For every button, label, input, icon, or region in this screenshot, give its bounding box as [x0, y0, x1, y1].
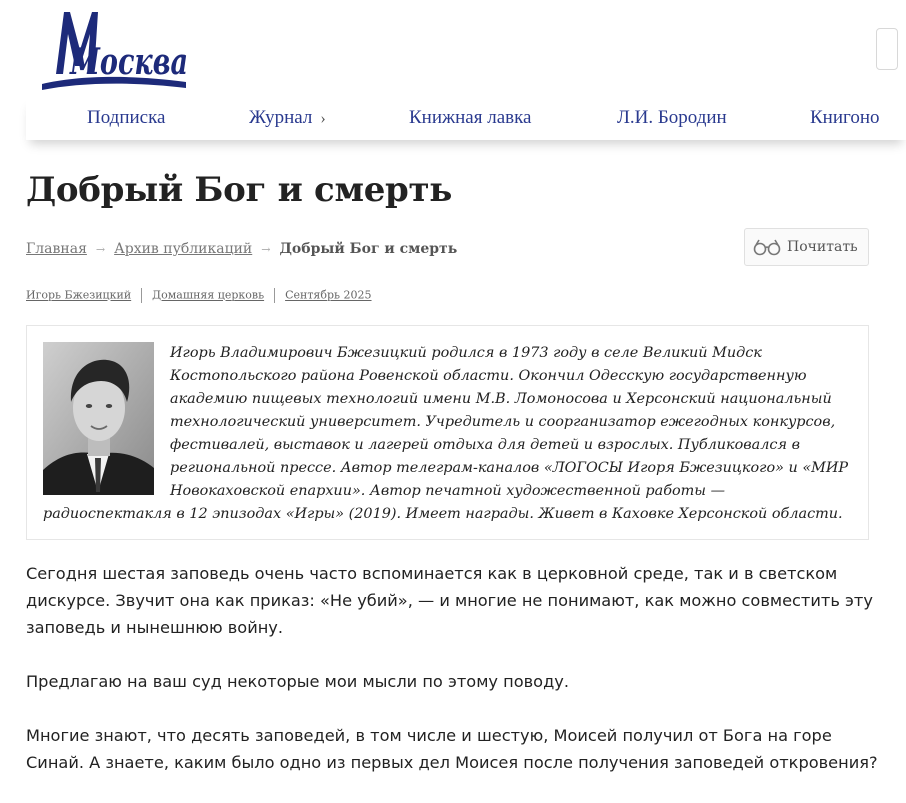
author-bio-paragraph: [43, 342, 853, 526]
read-button[interactable]: [744, 228, 869, 266]
arrow-right-icon: →: [261, 243, 271, 256]
nav-item-journal[interactable]: [249, 107, 326, 129]
main-nav: [26, 96, 906, 140]
author-link[interactable]: Игорь Бжезицкий: [26, 288, 132, 302]
arrow-right-icon: →: [95, 243, 106, 256]
nav-item-subscription[interactable]: Подписка: [87, 107, 166, 128]
breadcrumb-current: Добрый Бог и смерть: [279, 241, 458, 257]
search-field[interactable]: [876, 28, 898, 70]
article-paragraph: Предлагаю на ваш суд некоторые мои мысли по этому поводу.: [26, 672, 569, 691]
breadcrumb-home[interactable]: Главная: [26, 241, 87, 257]
breadcrumb: [26, 241, 457, 257]
glasses-icon: [753, 238, 781, 256]
chevron-right-icon: ›: [320, 110, 326, 127]
article-paragraph: Сегодня шестая заповедь очень часто вспоминается как в церковной среде, так и в светском дискурсе. Звучит она как приказ: «Не убий», — и многие не понимают, как можно совместить эту заповедь и нынешнюю войну.: [26, 564, 873, 637]
author-bio: [26, 325, 869, 540]
read-button-label: Почитать: [787, 239, 858, 255]
site-logo[interactable]: [36, 4, 192, 92]
nav-item-bookshop[interactable]: Книжная лавка: [409, 107, 532, 128]
divider: [274, 288, 275, 303]
page-title: Добрый Бог и смерть: [26, 170, 453, 210]
issue-link[interactable]: Сентябрь 2025: [285, 288, 372, 302]
article-meta: [26, 288, 372, 303]
rubric-link[interactable]: Домашняя церковь: [152, 288, 265, 302]
divider: [141, 288, 142, 303]
logo-text: Москва: [68, 41, 188, 83]
nav-item-borodin[interactable]: Л.И. Бородин: [617, 107, 727, 128]
article-body: [26, 560, 888, 803]
breadcrumb-archive[interactable]: Архив публикаций: [114, 241, 253, 257]
article-paragraph: Многие знают, что десять заповедей, в том числе и шестую, Моисей получил от Бога на горе Синай. А знаете, каким было одно из первых дел Моисея после получения заповедей откровения?: [26, 726, 878, 772]
author-bio-text: Игорь Владимирович Бжезицкий родился в 1973 году в селе Великий Мидск Костопольского района Ровенской области. Окончил Одесскую государственную академию пищевых технологий имени М.В. Ломоносова и Херсонский национальный технологический университет. Учредитель и соорганизатор ежегодных конкурсов, фестивалей, выставок и лагерей отдыха для детей и взрослых. Публиковался в региональной прессе. Автор телеграм-каналов «ЛОГОСЫ Игоря Бжезицкого» и «МИР Новокаховской епархии». Автор печатной художественной работы — радиоспектакля в 12 эпизодах «Игры» (2019). Имеет награды. Живет в Каховке Херсонской области.: [43, 345, 849, 522]
nav-item-journal-label: Журнал: [249, 107, 313, 128]
nav-item-bookseller[interactable]: Книгоно: [810, 107, 880, 128]
author-portrait: [43, 342, 154, 495]
